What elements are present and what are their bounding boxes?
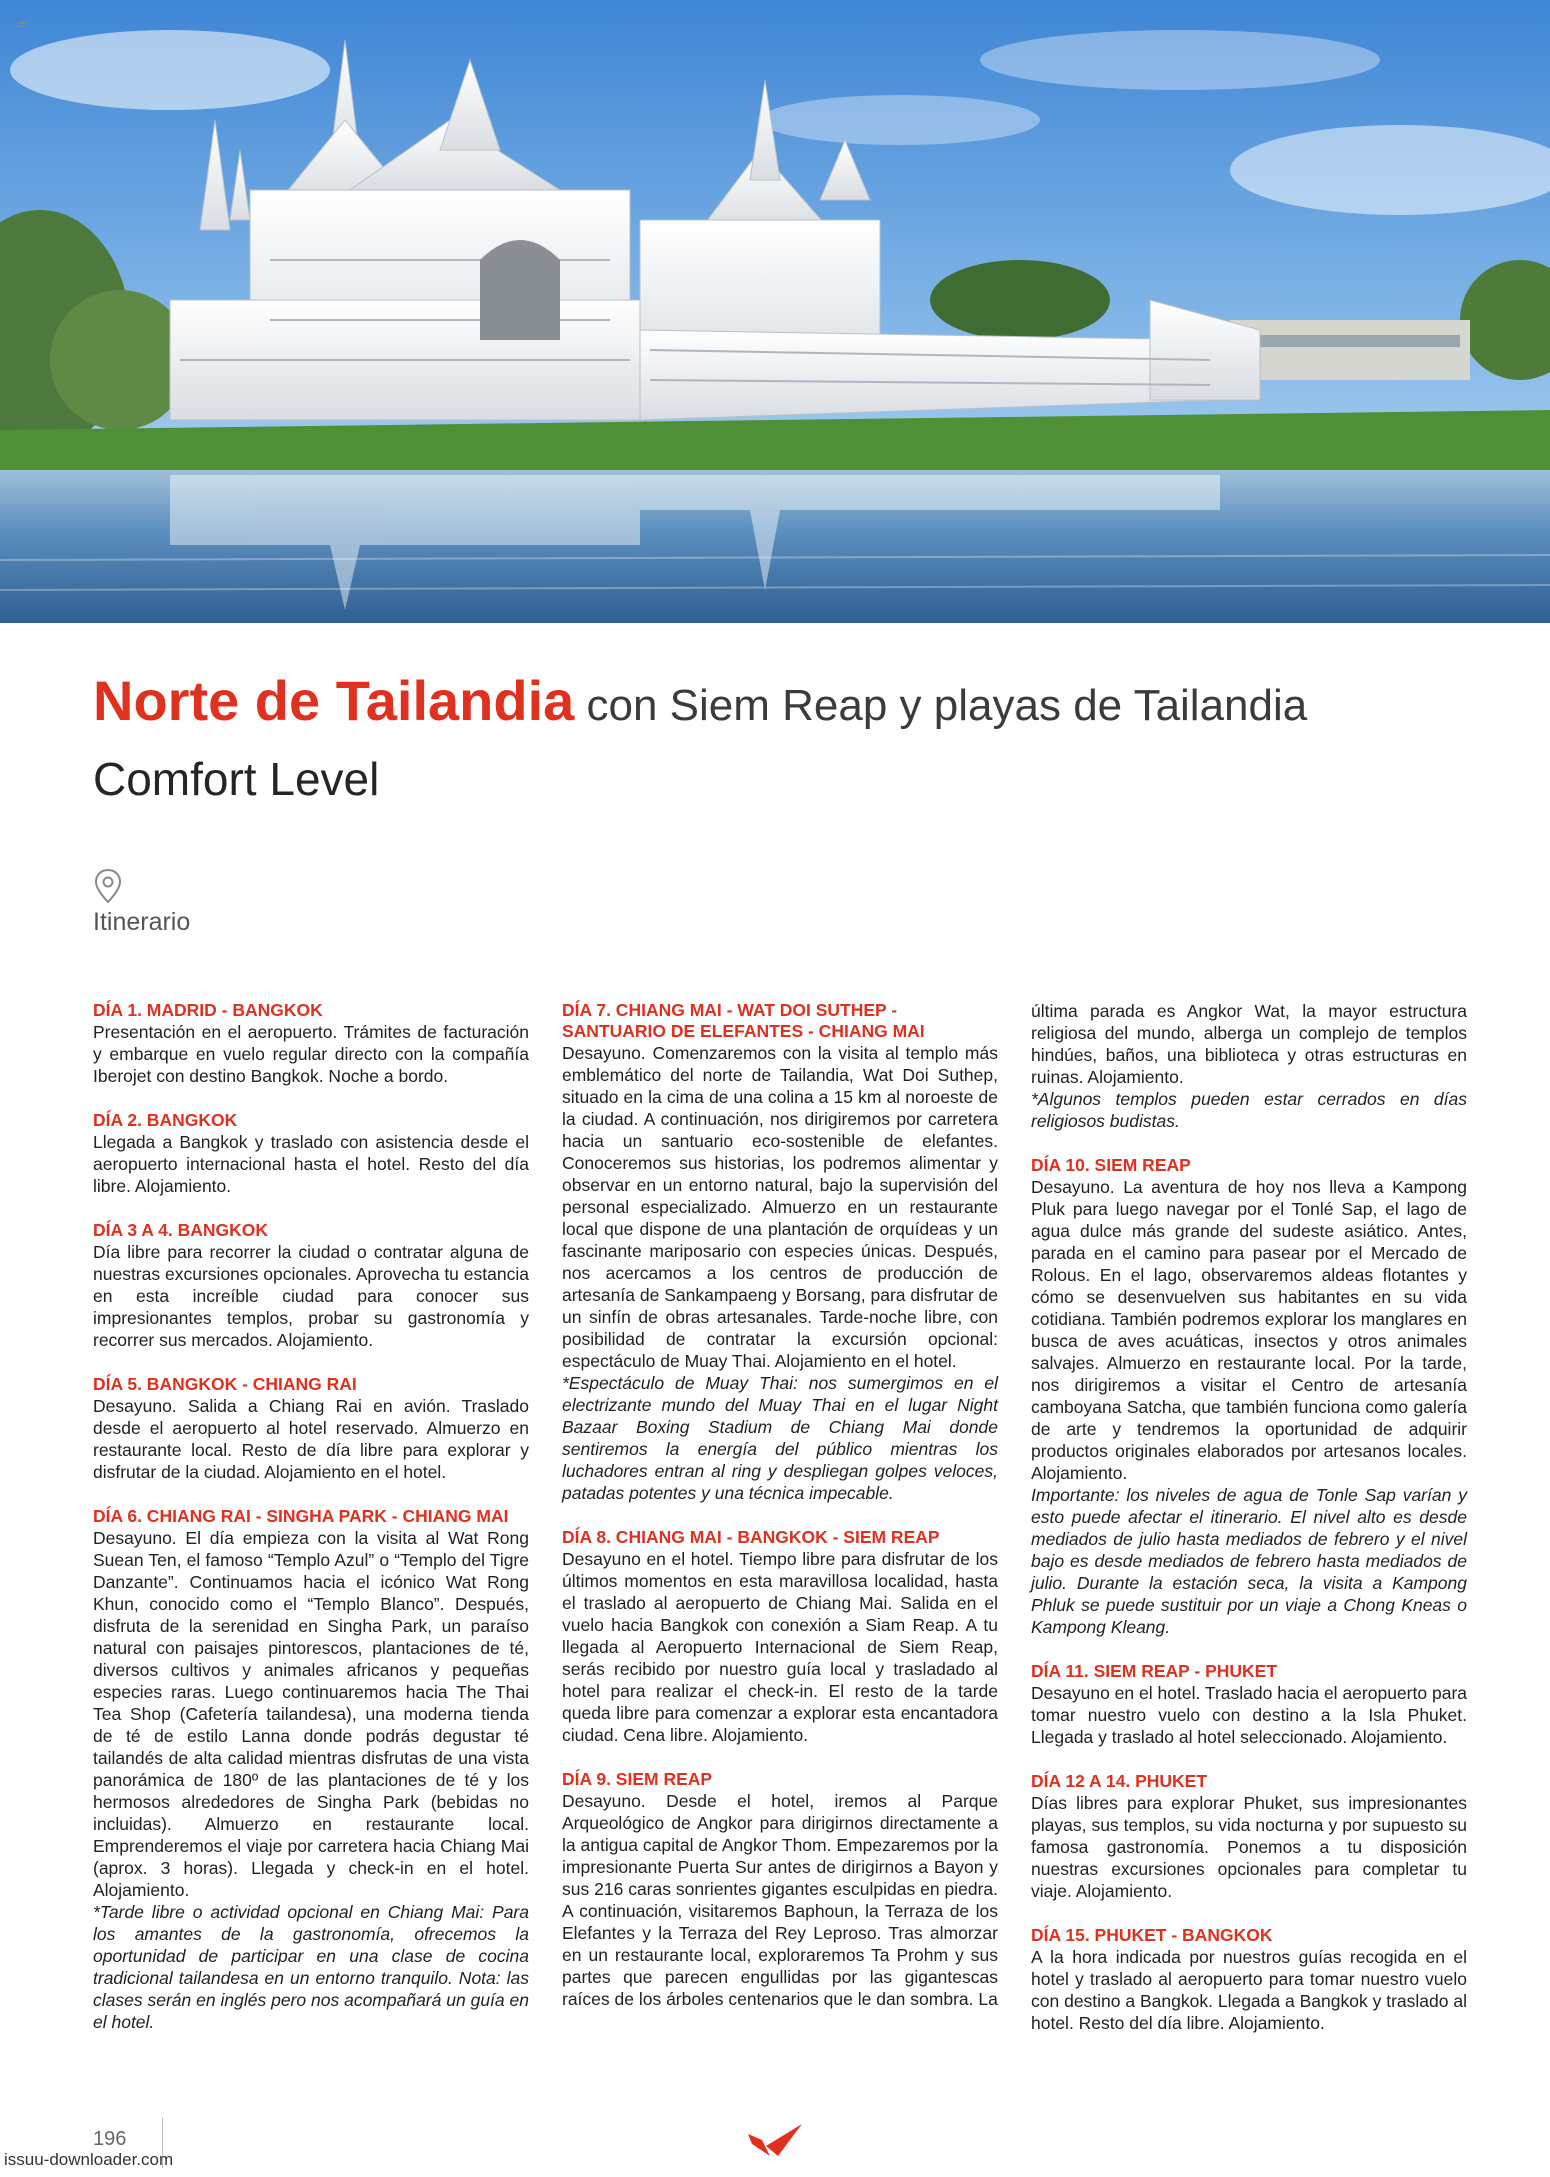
day-entry xyxy=(1031,1661,1467,1748)
day-entry xyxy=(93,1220,529,1351)
title-main: Norte de Tailandia xyxy=(93,669,575,732)
day-note: *Algunos templos pueden estar cerrados en días religiosos budistas. xyxy=(1031,1089,1467,1131)
day-note: Importante: los niveles de agua de Tonle Sap varían y esto puede afectar el itinerario. El nivel alto es desde mediados de julio hasta mediados de febrero y el nivel bajo es desde mediados de febrero hasta mediados de julio. Durante la estación seca, la visita a Kampong Phluk se puede sustituir por un viaje a Chong Kneas o Kampong Kleang. xyxy=(1031,1485,1467,1637)
white-temple-photo xyxy=(0,0,1550,623)
day-note: *Espectáculo de Muay Thai: nos sumergimos en el electrizante mundo del Muay Thai en el lugar Night Bazaar Boxing Stadium de Chiang Mai donde sentiremos la energía del público mientras los luchadores entran al ring y despliegan golpes veloces, patadas potentes y una técnica impecable. xyxy=(562,1373,998,1503)
day-title: DÍA 11. SIEM REAP - PHUKET xyxy=(1031,1661,1278,1681)
itinerary-column-1 xyxy=(93,1000,529,2056)
day-entry-continued xyxy=(1031,1000,1467,1132)
day-title: DÍA 7. CHIANG MAI - WAT DOI SUTHEP - SANTUARIO DE ELEFANTES - CHIANG MAI xyxy=(562,1000,925,1041)
day-entry xyxy=(562,1527,998,1746)
day-entry xyxy=(93,1110,529,1197)
day-description: última parada es Angkor Wat, la mayor estructura religiosa del mundo, alberga un complejo de templos hindúes, baños, una biblioteca y otras estructuras en ruinas. Alojamiento. xyxy=(1031,1001,1467,1087)
corner-mark-icon xyxy=(18,20,26,28)
day-description: Llegada a Bangkok y traslado con asistencia desde el aeropuerto internacional hasta el hotel. Resto del día libre. Alojamiento. xyxy=(93,1132,529,1196)
day-description: Días libres para explorar Phuket, sus impresionantes playas, sus templos, su vida nocturna y por supuesto su famosa gastronomía. Ponemos a tu disposición nuestras excursiones opcionales para completar tu viaje. Alojamiento. xyxy=(1031,1793,1467,1901)
hero-image xyxy=(0,0,1550,623)
day-title: DÍA 6. CHIANG RAI - SINGHA PARK - CHIANG MAI xyxy=(93,1506,509,1526)
day-entry xyxy=(93,1374,529,1483)
page-title xyxy=(93,670,1513,732)
title-rest: con Siem Reap y playas de Tailandia xyxy=(574,681,1308,730)
day-description: Día libre para recorrer la ciudad o contratar alguna de nuestras excursiones opcionales. Aprovecha tu estancia en esta increíble ciudad para conocer sus impresionantes templos, probar su gastronomía y recorrer sus mercados. Alojamiento. xyxy=(93,1242,529,1350)
day-entry xyxy=(562,1000,998,1504)
day-title: DÍA 1. MADRID - BANGKOK xyxy=(93,1000,323,1020)
day-entry xyxy=(562,1769,998,2010)
watermark-text: issuu-downloader.com xyxy=(4,2150,174,2169)
day-title: DÍA 5. BANGKOK - CHIANG RAI xyxy=(93,1374,357,1394)
day-note: *Tarde libre o actividad opcional en Chiang Mai: Para los amantes de la gastronomía, ofrecemos la oportunidad de participar en una clase de cocina tradicional tailandesa en un entorno tranquilo. Nota: las clases serán en inglés pero nos acompañará un guía en el hotel. xyxy=(93,1902,529,2032)
day-entry xyxy=(1031,1925,1467,2034)
checkmark-logo-icon xyxy=(744,2120,806,2160)
itinerary-label: Itinerario xyxy=(93,908,191,936)
day-entry xyxy=(1031,1771,1467,1902)
day-title: DÍA 3 A 4. BANGKOK xyxy=(93,1220,269,1240)
day-entry xyxy=(93,1506,529,2033)
day-title: DÍA 9. SIEM REAP xyxy=(562,1769,713,1789)
itinerary-column-2 xyxy=(562,1000,998,2033)
day-description: Desayuno en el hotel. Traslado hacia el aeropuerto para tomar nuestro vuelo con destino a la Isla Phuket. Llegada y traslado al hotel seleccionado. Alojamiento. xyxy=(1031,1683,1467,1747)
day-title: DÍA 8. CHIANG MAI - BANGKOK - SIEM REAP xyxy=(562,1527,940,1547)
day-description: A la hora indicada por nuestros guías recogida en el hotel y traslado al aeropuerto para tomar nuestro vuelo con destino a Bangkok. Llegada a Bangkok y traslado al hotel. Resto del día libre. Alojamiento. xyxy=(1031,1947,1467,2033)
day-description: Desayuno en el hotel. Tiempo libre para disfrutar de los últimos momentos en esta maravillosa localidad, hasta el traslado al aeropuerto de Chiang Mai. Salida en el vuelo hacia Bangkok con conexión a Siam Reap. A tu llegada al Aeropuerto Internacional de Siem Reap, serás recibido por nuestro guía local y trasladado al hotel para realizar el check-in. El resto de la tarde queda libre para comenzar a explorar esta encantadora ciudad. Cena libre. Alojamiento. xyxy=(562,1549,998,1745)
page-number: 196 xyxy=(93,2128,127,2150)
day-description: Presentación en el aeropuerto. Trámites de facturación y embarque en vuelo regular directo con la compañía Iberojet con destino Bangkok. Noche a bordo. xyxy=(93,1022,529,1086)
map-pin-icon xyxy=(93,868,123,904)
day-description: Desayuno. Desde el hotel, iremos al Parque Arqueológico de Angkor para dirigirnos directamente a la antigua capital de Angkor Thom. Empezaremos por la impresionante Puerta Sur antes de dirigirnos a Bayon y sus 216 caras sonrientes gigantes esculpidas en piedra. A continuación, visitaremos Baphoun, la Terraza de los Elefantes y la Terraza del Rey Leproso. Tras almorzar en un restaurante local, exploraremos Ta Prohm y sus partes que parecen engullidas por las gigantescas raíces de los árboles centenarios que le dan sombra. La xyxy=(562,1791,998,2009)
day-description: Desayuno. Comenzaremos con la visita al templo más emblemático del norte de Tailandia, Wat Doi Suthep, situado en la cima de una colina a 15 km al noroeste de la ciudad. A continuación, nos dirigiremos por carretera hacia un santuario eco-sostenible de elefantes. Conoceremos sus historias, los podremos alimentar y observar en un entorno natural, bajo la supervisión del personal especializado. Almuerzo en un restaurante local que dispone de una plantación de orquídeas y un fascinante mariposario con especies únicas. Después, nos acercamos a los centros de producción de artesanía de Sankampaeng y Borsang, para disfrutar de un sinfín de obras artesanales. Tarde-noche libre, con posibilidad de contratar la excursión opcional: espectáculo de Muay Thai. Alojamiento en el hotel. xyxy=(562,1043,998,1371)
page-subtitle: Comfort Level xyxy=(93,753,380,805)
day-title: DÍA 10. SIEM REAP xyxy=(1031,1155,1191,1175)
day-entry xyxy=(1031,1155,1467,1638)
day-description: Desayuno. El día empieza con la visita al Wat Rong Suean Ten, el famoso “Templo Azul” o “Templo del Tigre Danzante”. Continuamos hacia el icónico Wat Rong Khun, conocido como el “Templo Blanco”. Después, disfruta de la serenidad en Singha Park, un paraíso natural con paisajes pintorescos, plantaciones de té, diversos cultivos y animales africanos y pequeñas especies raras. Luego continuaremos hacia The Thai Tea Shop (Cafetería tailandesa), una moderna tienda de té de estilo Lanna donde podrás degustar té tailandés de alta calidad mientras disfrutas de una vista panorámica de 180º de las plantaciones de té y los hermosos alrededores de Singha Park (bebidas no incluidas). Almuerzo en restaurante local. Emprenderemos el viaje por carretera hacia Chiang Mai (aprox. 3 horas). Llegada y check-in en el hotel. Alojamiento. xyxy=(93,1528,529,1900)
day-title: DÍA 12 A 14. PHUKET xyxy=(1031,1771,1208,1791)
day-entry xyxy=(93,1000,529,1087)
day-description: Desayuno. Salida a Chiang Rai en avión. Traslado desde el aeropuerto al hotel reservado. Almuerzo en restaurante local. Resto de día libre para explorar y disfrutar de la ciudad. Alojamiento en el hotel. xyxy=(93,1396,529,1482)
day-description: Desayuno. La aventura de hoy nos lleva a Kampong Pluk para luego navegar por el Tonlé Sap, el lago de agua dulce más grande del sudeste asiático. Antes, parada en el camino para pasear por el Mercado de Rolous. En el lago, observaremos aldeas flotantes y cómo se desenvuelven sus habitantes en su vida cotidiana. También podremos explorar los manglares en busca de aves acuáticas, insectos y otros animales salvajes. Almuerzo en restaurante local. Por la tarde, nos dirigiremos a visitar el Centro de artesanía camboyana Satcha, que también funciona como galería de arte y tendremos la oportunidad de adquirir productos originales elaborados por artesanos locales. Alojamiento. xyxy=(1031,1177,1467,1483)
itinerary-column-3 xyxy=(1031,1000,1467,2057)
day-title: DÍA 2. BANGKOK xyxy=(93,1110,238,1130)
day-title: DÍA 15. PHUKET - BANGKOK xyxy=(1031,1925,1273,1945)
